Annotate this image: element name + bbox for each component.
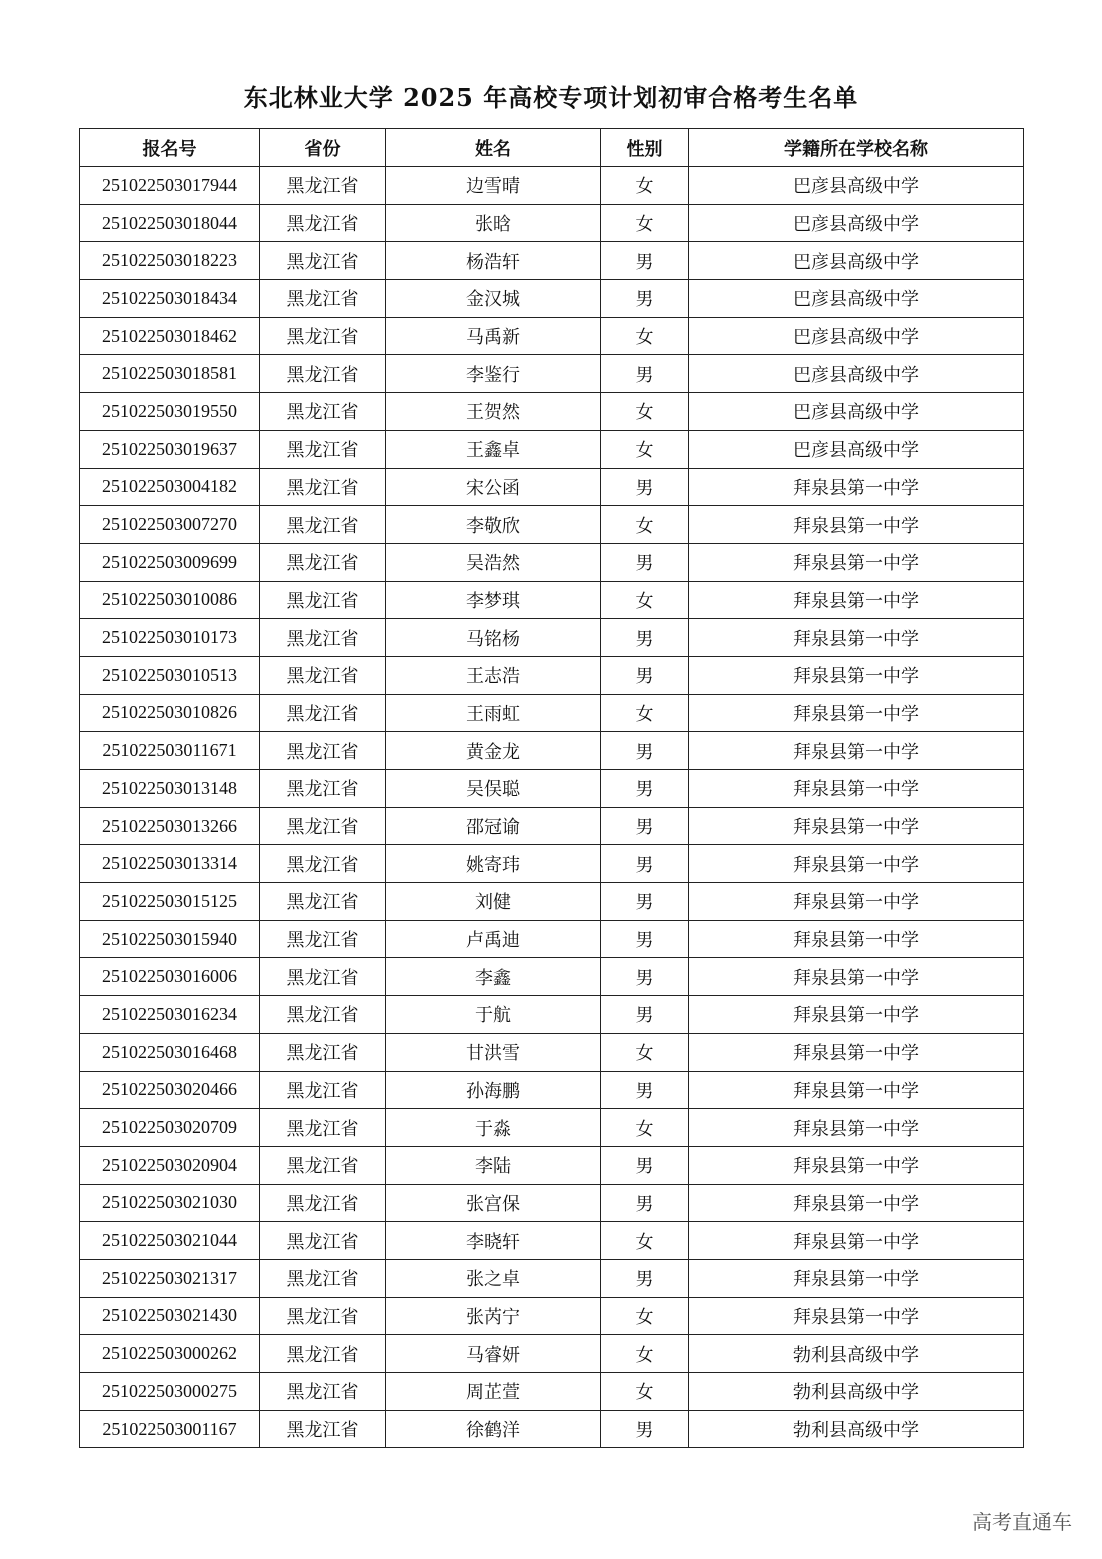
cell-school: 拜泉县第一中学 (689, 996, 1024, 1034)
cell-province: 黑龙江省 (260, 1335, 386, 1373)
cell-registration-number: 251022503021030 (80, 1184, 260, 1222)
cell-name: 张芮宁 (386, 1297, 601, 1335)
cell-gender: 男 (601, 1146, 689, 1184)
cell-registration-number: 251022503010513 (80, 656, 260, 694)
cell-school: 拜泉县第一中学 (689, 656, 1024, 694)
cell-province: 黑龙江省 (260, 280, 386, 318)
cell-name: 张之卓 (386, 1259, 601, 1297)
cell-registration-number: 251022503018434 (80, 280, 260, 318)
cell-school: 巴彦县高级中学 (689, 393, 1024, 431)
cell-name: 于航 (386, 996, 601, 1034)
cell-name: 王鑫卓 (386, 430, 601, 468)
table-row (80, 694, 1024, 732)
table-row (80, 1373, 1024, 1411)
cell-name: 王雨虹 (386, 694, 601, 732)
table-row (80, 1071, 1024, 1109)
cell-school: 拜泉县第一中学 (689, 920, 1024, 958)
cell-school: 拜泉县第一中学 (689, 1071, 1024, 1109)
table-row (80, 958, 1024, 996)
cell-registration-number: 251022503017944 (80, 167, 260, 205)
cell-registration-number: 251022503016468 (80, 1033, 260, 1071)
cell-registration-number: 251022503000275 (80, 1373, 260, 1411)
cell-gender: 男 (601, 280, 689, 318)
table-row (80, 619, 1024, 657)
cell-name: 黄金龙 (386, 732, 601, 770)
header-province: 省份 (260, 129, 386, 167)
cell-school: 拜泉县第一中学 (689, 958, 1024, 996)
cell-gender: 男 (601, 996, 689, 1034)
cell-school: 拜泉县第一中学 (689, 1222, 1024, 1260)
cell-province: 黑龙江省 (260, 355, 386, 393)
cell-gender: 男 (601, 1259, 689, 1297)
cell-gender: 女 (601, 1033, 689, 1071)
cell-province: 黑龙江省 (260, 732, 386, 770)
cell-registration-number: 251022503016006 (80, 958, 260, 996)
cell-school: 拜泉县第一中学 (689, 1297, 1024, 1335)
watermark-text: 高考直通车 (972, 1510, 1072, 1534)
table-row (80, 317, 1024, 355)
cell-name: 张宫保 (386, 1184, 601, 1222)
cell-registration-number: 251022503021317 (80, 1259, 260, 1297)
cell-registration-number: 251022503018223 (80, 242, 260, 280)
cell-name: 姚寄玮 (386, 845, 601, 883)
header-gender: 性别 (601, 129, 689, 167)
cell-name: 王志浩 (386, 656, 601, 694)
cell-name: 马睿妍 (386, 1335, 601, 1373)
cell-registration-number: 251022503021430 (80, 1297, 260, 1335)
table-row (80, 506, 1024, 544)
cell-registration-number: 251022503015940 (80, 920, 260, 958)
table-row (80, 280, 1024, 318)
cell-registration-number: 251022503013266 (80, 807, 260, 845)
table-row (80, 355, 1024, 393)
cell-registration-number: 251022503016234 (80, 996, 260, 1034)
table-row (80, 543, 1024, 581)
cell-registration-number: 251022503020709 (80, 1109, 260, 1147)
cell-province: 黑龙江省 (260, 204, 386, 242)
cell-gender: 女 (601, 204, 689, 242)
cell-province: 黑龙江省 (260, 694, 386, 732)
cell-name: 宋公函 (386, 468, 601, 506)
cell-gender: 女 (601, 1335, 689, 1373)
cell-name: 李鉴行 (386, 355, 601, 393)
cell-name: 边雪晴 (386, 167, 601, 205)
cell-registration-number: 251022503020904 (80, 1146, 260, 1184)
cell-registration-number: 251022503013148 (80, 770, 260, 808)
cell-province: 黑龙江省 (260, 656, 386, 694)
table-row (80, 242, 1024, 280)
table-row (80, 1222, 1024, 1260)
table-row (80, 468, 1024, 506)
cell-registration-number: 251022503004182 (80, 468, 260, 506)
cell-school: 巴彦县高级中学 (689, 317, 1024, 355)
cell-school: 拜泉县第一中学 (689, 543, 1024, 581)
cell-gender: 男 (601, 242, 689, 280)
cell-gender: 女 (601, 1109, 689, 1147)
cell-province: 黑龙江省 (260, 1146, 386, 1184)
cell-province: 黑龙江省 (260, 506, 386, 544)
table-row (80, 1033, 1024, 1071)
cell-school: 拜泉县第一中学 (689, 468, 1024, 506)
cell-registration-number: 251022503018044 (80, 204, 260, 242)
cell-province: 黑龙江省 (260, 1373, 386, 1411)
cell-school: 巴彦县高级中学 (689, 204, 1024, 242)
cell-registration-number: 251022503020466 (80, 1071, 260, 1109)
cell-school: 拜泉县第一中学 (689, 619, 1024, 657)
cell-gender: 男 (601, 807, 689, 845)
cell-province: 黑龙江省 (260, 1184, 386, 1222)
table-row (80, 1335, 1024, 1373)
cell-registration-number: 251022503019637 (80, 430, 260, 468)
cell-province: 黑龙江省 (260, 468, 386, 506)
table-row (80, 1297, 1024, 1335)
cell-gender: 女 (601, 1297, 689, 1335)
cell-gender: 男 (601, 920, 689, 958)
cell-school: 勃利县高级中学 (689, 1373, 1024, 1411)
cell-school: 拜泉县第一中学 (689, 732, 1024, 770)
cell-school: 拜泉县第一中学 (689, 694, 1024, 732)
cell-school: 拜泉县第一中学 (689, 1184, 1024, 1222)
cell-gender: 男 (601, 543, 689, 581)
cell-name: 李敬欣 (386, 506, 601, 544)
cell-gender: 男 (601, 732, 689, 770)
candidate-table (79, 128, 1024, 1448)
cell-school: 巴彦县高级中学 (689, 430, 1024, 468)
cell-registration-number: 251022503010086 (80, 581, 260, 619)
cell-gender: 女 (601, 506, 689, 544)
cell-gender: 男 (601, 1071, 689, 1109)
cell-name: 杨浩轩 (386, 242, 601, 280)
cell-school: 巴彦县高级中学 (689, 280, 1024, 318)
cell-province: 黑龙江省 (260, 883, 386, 921)
cell-registration-number: 251022503007270 (80, 506, 260, 544)
cell-gender: 女 (601, 1222, 689, 1260)
cell-province: 黑龙江省 (260, 393, 386, 431)
cell-gender: 女 (601, 1373, 689, 1411)
cell-province: 黑龙江省 (260, 958, 386, 996)
table-row (80, 770, 1024, 808)
cell-school: 拜泉县第一中学 (689, 506, 1024, 544)
cell-province: 黑龙江省 (260, 581, 386, 619)
cell-province: 黑龙江省 (260, 920, 386, 958)
cell-province: 黑龙江省 (260, 807, 386, 845)
cell-name: 孙海鹏 (386, 1071, 601, 1109)
cell-gender: 男 (601, 468, 689, 506)
cell-gender: 男 (601, 656, 689, 694)
table-row (80, 1410, 1024, 1448)
table-row (80, 167, 1024, 205)
cell-province: 黑龙江省 (260, 430, 386, 468)
page-title: 东北林业大学 2025 年高校专项计划初审合格考生名单 (243, 83, 859, 112)
cell-school: 勃利县高级中学 (689, 1335, 1024, 1373)
cell-school: 拜泉县第一中学 (689, 883, 1024, 921)
cell-school: 拜泉县第一中学 (689, 581, 1024, 619)
cell-gender: 男 (601, 883, 689, 921)
cell-name: 李梦琪 (386, 581, 601, 619)
cell-name: 徐鹤洋 (386, 1410, 601, 1448)
header-registration-number: 报名号 (80, 129, 260, 167)
cell-province: 黑龙江省 (260, 1033, 386, 1071)
cell-gender: 女 (601, 167, 689, 205)
cell-gender: 女 (601, 430, 689, 468)
table-row (80, 581, 1024, 619)
cell-gender: 男 (601, 1184, 689, 1222)
cell-name: 甘洪雪 (386, 1033, 601, 1071)
table-row (80, 393, 1024, 431)
cell-province: 黑龙江省 (260, 1410, 386, 1448)
cell-name: 王贺然 (386, 393, 601, 431)
cell-province: 黑龙江省 (260, 770, 386, 808)
cell-name: 卢禹迪 (386, 920, 601, 958)
cell-registration-number: 251022503021044 (80, 1222, 260, 1260)
cell-province: 黑龙江省 (260, 1297, 386, 1335)
cell-gender: 男 (601, 355, 689, 393)
table-row (80, 732, 1024, 770)
cell-school: 拜泉县第一中学 (689, 1109, 1024, 1147)
cell-province: 黑龙江省 (260, 242, 386, 280)
cell-gender: 女 (601, 581, 689, 619)
cell-registration-number: 251022503019550 (80, 393, 260, 431)
cell-registration-number: 251022503001167 (80, 1410, 260, 1448)
cell-name: 马禹新 (386, 317, 601, 355)
cell-school: 拜泉县第一中学 (689, 1033, 1024, 1071)
cell-province: 黑龙江省 (260, 1222, 386, 1260)
cell-name: 李晓轩 (386, 1222, 601, 1260)
table-row (80, 845, 1024, 883)
cell-registration-number: 251022503000262 (80, 1335, 260, 1373)
cell-registration-number: 251022503018462 (80, 317, 260, 355)
cell-gender: 男 (601, 845, 689, 883)
header-school: 学籍所在学校名称 (689, 129, 1024, 167)
cell-school: 拜泉县第一中学 (689, 770, 1024, 808)
cell-province: 黑龙江省 (260, 317, 386, 355)
cell-province: 黑龙江省 (260, 543, 386, 581)
table-header-row (80, 129, 1024, 167)
table-row (80, 1146, 1024, 1184)
cell-province: 黑龙江省 (260, 1109, 386, 1147)
cell-name: 金汉城 (386, 280, 601, 318)
cell-province: 黑龙江省 (260, 996, 386, 1034)
header-name: 姓名 (386, 129, 601, 167)
table-row (80, 430, 1024, 468)
cell-school: 拜泉县第一中学 (689, 845, 1024, 883)
cell-name: 马铭杨 (386, 619, 601, 657)
cell-gender: 男 (601, 958, 689, 996)
cell-school: 拜泉县第一中学 (689, 807, 1024, 845)
cell-name: 张晗 (386, 204, 601, 242)
cell-school: 巴彦县高级中学 (689, 355, 1024, 393)
cell-registration-number: 251022503010826 (80, 694, 260, 732)
table-row (80, 1259, 1024, 1297)
cell-school: 巴彦县高级中学 (689, 167, 1024, 205)
cell-name: 吴浩然 (386, 543, 601, 581)
cell-province: 黑龙江省 (260, 619, 386, 657)
cell-school: 勃利县高级中学 (689, 1410, 1024, 1448)
cell-registration-number: 251022503018581 (80, 355, 260, 393)
table-body (80, 167, 1024, 1448)
cell-province: 黑龙江省 (260, 845, 386, 883)
table-row (80, 996, 1024, 1034)
cell-name: 周芷萱 (386, 1373, 601, 1411)
cell-province: 黑龙江省 (260, 167, 386, 205)
cell-gender: 女 (601, 694, 689, 732)
table-row (80, 204, 1024, 242)
cell-school: 拜泉县第一中学 (689, 1259, 1024, 1297)
cell-gender: 男 (601, 619, 689, 657)
cell-gender: 女 (601, 317, 689, 355)
cell-name: 李陆 (386, 1146, 601, 1184)
cell-name: 于淼 (386, 1109, 601, 1147)
cell-name: 李鑫 (386, 958, 601, 996)
cell-province: 黑龙江省 (260, 1071, 386, 1109)
cell-name: 刘健 (386, 883, 601, 921)
table-row (80, 656, 1024, 694)
cell-name: 吴俣聪 (386, 770, 601, 808)
cell-name: 邵冠谕 (386, 807, 601, 845)
table-row (80, 1109, 1024, 1147)
cell-gender: 男 (601, 1410, 689, 1448)
cell-gender: 女 (601, 393, 689, 431)
cell-registration-number: 251022503009699 (80, 543, 260, 581)
cell-registration-number: 251022503010173 (80, 619, 260, 657)
cell-province: 黑龙江省 (260, 1259, 386, 1297)
cell-registration-number: 251022503011671 (80, 732, 260, 770)
cell-registration-number: 251022503013314 (80, 845, 260, 883)
cell-gender: 男 (601, 770, 689, 808)
cell-registration-number: 251022503015125 (80, 883, 260, 921)
cell-school: 拜泉县第一中学 (689, 1146, 1024, 1184)
table-row (80, 1184, 1024, 1222)
table-row (80, 883, 1024, 921)
table-row (80, 920, 1024, 958)
cell-school: 巴彦县高级中学 (689, 242, 1024, 280)
table-row (80, 807, 1024, 845)
